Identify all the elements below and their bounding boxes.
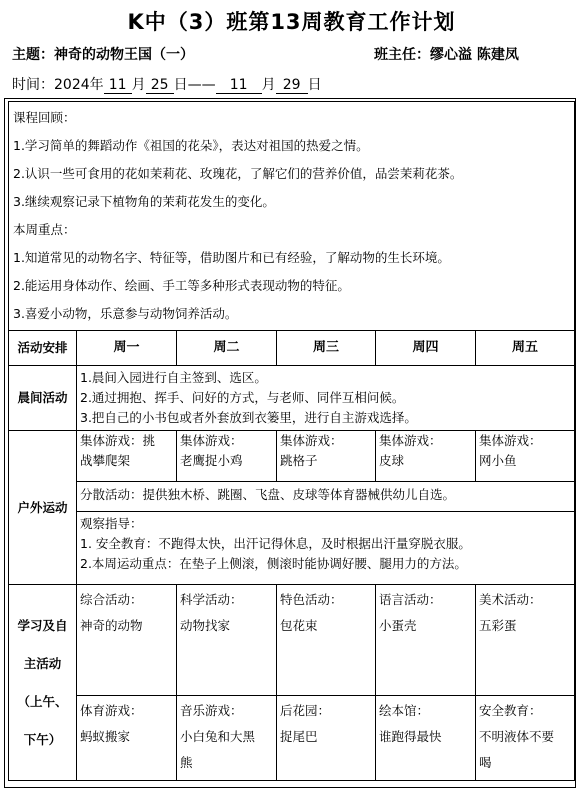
observe-item: 1. 安全教育：不跑得太快，出汗记得休息，及时根据出汗量穿脱衣服。	[80, 536, 471, 551]
activity-content-cont: 喝	[479, 755, 492, 770]
time-prefix: 时间：2024年	[12, 77, 104, 93]
focus-item: 3.喜爱小动物，乐意参与动物饲养活动。	[13, 306, 238, 321]
activity-label: 绘本馆：	[379, 703, 430, 718]
time-month-word: 月	[131, 77, 146, 93]
outdoor-game-mon	[77, 431, 177, 482]
activity-content: 小蛋壳	[379, 618, 417, 633]
outdoor-observe	[77, 512, 575, 585]
activity-content: 包花束	[280, 618, 318, 633]
activity-content-cont: 熊	[180, 755, 193, 770]
focus-heading: 本周重点：	[13, 222, 76, 237]
outdoor-free-row	[9, 482, 575, 512]
time-month-start: 11	[104, 77, 132, 94]
activity-content: 五彩蛋	[479, 618, 517, 633]
time-day-word: 日	[307, 77, 322, 93]
review-item: 2.认识一些可食用的花如茉莉花、玫瑰花，了解它们的营养价值，品尝茉莉花茶。	[13, 166, 463, 181]
time-day-start: 25	[146, 77, 174, 94]
study-row-2	[9, 696, 575, 781]
game-name: 跳格子	[280, 453, 318, 468]
header-wednesday: 周三	[277, 331, 376, 366]
page-title: K中（3）班第13周教育工作计划	[127, 10, 456, 34]
activity-content: 神奇的动物	[80, 618, 143, 633]
morning-row	[9, 366, 575, 431]
outdoor-game-fri	[476, 431, 575, 482]
game-name: 网小鱼	[479, 453, 517, 468]
activity-label: 后花园：	[280, 703, 331, 718]
morning-item: 2.通过拥抱、挥手、问好的方式，与老师、同伴互相问候。	[80, 390, 405, 405]
study-label-line: 主活动	[23, 655, 62, 671]
activity-content: 捉尾巴	[280, 729, 318, 744]
header-activity: 活动安排	[9, 331, 77, 366]
observe-heading: 观察指导：	[80, 516, 143, 531]
time-separator: 日——	[173, 77, 216, 93]
header-thursday: 周四	[376, 331, 476, 366]
review-row	[9, 102, 575, 331]
game-name: 战攀爬架	[80, 453, 131, 468]
outdoor-game-wed	[277, 431, 376, 482]
activity-label: 美术活动：	[479, 592, 542, 607]
focus-item: 2.能运用身体动作、绘画、手工等多种形式表现动物的特征。	[13, 278, 350, 293]
morning-item: 3.把自己的小书包或者外套放到衣篓里，进行自主游戏选择。	[80, 410, 417, 425]
time-month-end: 11	[216, 77, 262, 94]
study-mon-1	[77, 585, 177, 696]
outdoor-game-tue	[177, 431, 277, 482]
morning-content	[77, 366, 575, 431]
activity-label: 体育游戏：	[80, 703, 143, 718]
study-row-1	[9, 585, 575, 696]
header-tuesday: 周二	[177, 331, 277, 366]
morning-item: 1.晨间入园进行自主签到、选区。	[80, 370, 267, 385]
outdoor-game-thu	[376, 431, 476, 482]
game-name: 皮球	[379, 453, 405, 468]
review-cell	[9, 102, 575, 331]
study-fri-1	[476, 585, 575, 696]
study-label	[9, 585, 77, 781]
activity-label: 语言活动：	[379, 592, 442, 607]
study-wed-2	[277, 696, 376, 781]
activity-label: 综合活动：	[80, 592, 143, 607]
activity-content: 谁跑得最快	[379, 729, 442, 744]
study-wed-1	[277, 585, 376, 696]
game-label: 集体游戏：	[180, 433, 243, 448]
activity-label: 音乐游戏：	[180, 703, 243, 718]
activity-content: 小白兔和大黑	[180, 729, 256, 744]
time-line	[12, 74, 322, 94]
study-thu-1	[376, 585, 476, 696]
outdoor-games-row	[9, 431, 575, 482]
study-tue-1	[177, 585, 277, 696]
activity-content: 动物找家	[180, 618, 231, 633]
observe-item: 2.本周运动重点：在垫子上侧滚，侧滚时能协调好腰、腿用力的方法。	[80, 556, 467, 571]
game-label: 集体游戏：	[280, 433, 343, 448]
study-label-line: 下午）	[23, 731, 62, 747]
activity-label: 特色活动：	[280, 592, 343, 607]
study-label-line: （上午、	[17, 693, 68, 709]
morning-label: 晨间活动	[9, 366, 77, 431]
outdoor-label: 户外运动	[9, 431, 77, 585]
study-mon-2	[77, 696, 177, 781]
outdoor-observe-row	[9, 512, 575, 585]
study-label-line: 学习及自	[17, 617, 68, 633]
study-tue-2	[177, 696, 277, 781]
activity-content: 不明液体不要	[479, 729, 555, 744]
outdoor-free: 分散活动：提供独木桥、跳圈、飞盘、皮球等体育器械供幼儿自选。	[77, 482, 575, 512]
plan-table	[8, 101, 575, 781]
theme-label: 主题：神奇的动物王国（一）	[12, 47, 194, 63]
game-label: 集体游戏：	[379, 433, 442, 448]
game-label: 集体游戏：挑	[80, 433, 156, 448]
time-day-end: 29	[276, 77, 308, 94]
activity-label: 科学活动：	[180, 592, 243, 607]
activity-content: 蚂蚁搬家	[80, 729, 131, 744]
header-monday: 周一	[77, 331, 177, 366]
review-item: 1.学习简单的舞蹈动作《祖国的花朵》，表达对祖国的热爱之情。	[13, 138, 369, 153]
review-heading: 课程回顾：	[13, 110, 76, 125]
game-label: 集体游戏：	[479, 433, 542, 448]
study-fri-2	[476, 696, 575, 781]
review-item: 3.继续观察记录下植物角的茉莉花发生的变化。	[13, 194, 275, 209]
focus-item: 1.知道常见的动物名字、特征等，借助图片和已有经验，了解动物的生长环境。	[13, 250, 450, 265]
study-thu-2	[376, 696, 476, 781]
header-row	[9, 331, 575, 366]
game-name: 老鹰捉小鸡	[180, 453, 243, 468]
time-month-word-2: 月	[261, 77, 276, 93]
header-friday: 周五	[476, 331, 575, 366]
teacher-label: 班主任：缪心溢 陈建凤	[374, 47, 519, 63]
activity-label: 安全教育：	[479, 703, 542, 718]
